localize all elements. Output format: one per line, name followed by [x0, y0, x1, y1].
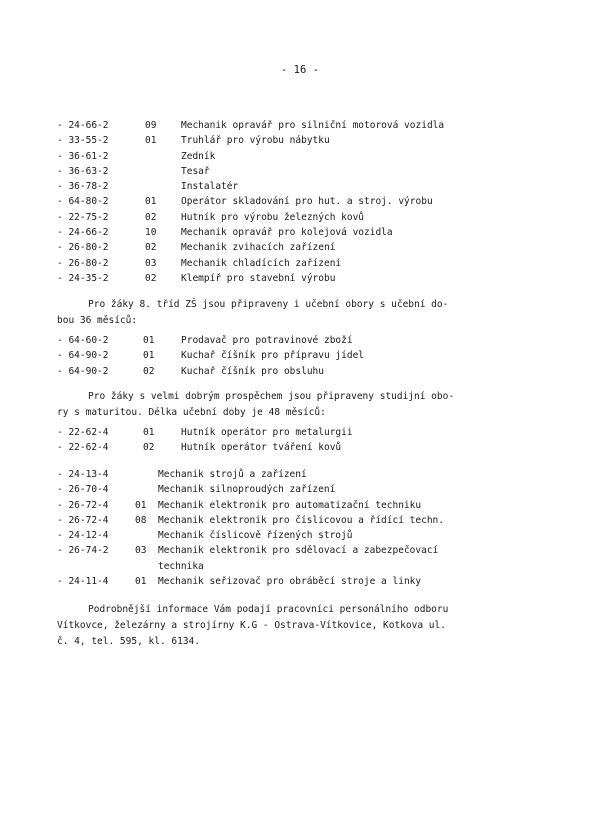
item-code: - 64-90-2	[57, 365, 109, 377]
paragraph-line: bou 36 měsíců:	[57, 315, 138, 326]
occupation-list-a	[57, 118, 557, 286]
item-description: Mechanik elektronik pro automatizační techniku	[158, 499, 422, 511]
item-code: - 26-80-2	[57, 257, 109, 269]
list-item	[57, 225, 557, 240]
list-item	[57, 440, 557, 455]
item-code: - 24-66-2	[57, 120, 109, 131]
list-item	[57, 210, 557, 225]
paragraph-line: Vítkovce, železárny a strojírny K.G - Ostrava-Vítkovice, Kotkova ul.	[57, 620, 446, 631]
list-item	[57, 574, 557, 589]
item-code: - 26-70-4	[57, 484, 109, 496]
item-description: Hutník operátor tváření kovů	[181, 442, 342, 454]
list-item	[57, 256, 557, 271]
paragraph-maturita	[57, 389, 497, 421]
item-subcode: 02	[143, 365, 155, 377]
item-description: technika	[158, 560, 204, 572]
list-item	[57, 240, 557, 255]
study-list-c	[57, 425, 557, 456]
item-code: - 36-78-2	[57, 181, 109, 193]
item-description: Instalatér	[181, 181, 239, 193]
item-subcode: 01	[143, 350, 155, 362]
list-item	[57, 348, 557, 363]
item-description: Mechanik zvihacích zařízení	[181, 242, 336, 254]
item-code: - 22-75-2	[57, 211, 109, 223]
list-item	[57, 528, 557, 543]
item-subcode: 09	[145, 120, 157, 131]
paragraph-8th-grade	[57, 297, 497, 329]
occupation-list-b	[57, 333, 557, 379]
item-code: - 26-74-2	[57, 545, 109, 557]
item-subcode: 02	[145, 242, 157, 254]
list-item	[57, 149, 557, 164]
list-item	[57, 133, 557, 148]
item-subcode: 01	[145, 135, 157, 147]
item-code: - 36-63-2	[57, 165, 109, 177]
list-item	[57, 164, 557, 179]
item-code: - 24-13-4	[57, 469, 109, 480]
list-item	[57, 467, 557, 482]
item-code: - 26-72-4	[57, 514, 109, 526]
list-item	[57, 513, 557, 528]
item-subcode: 03	[145, 257, 157, 269]
paragraph-line: ry s maturitou. Délka učební doby je 48 měsíců:	[57, 407, 326, 418]
item-code: - 64-90-2	[57, 350, 109, 362]
item-subcode: 10	[145, 227, 157, 239]
item-description: Mechanik elektronik pro číslicovou a řídící techn.	[158, 514, 444, 526]
item-subcode: 01	[143, 427, 155, 438]
item-subcode: 08	[135, 514, 147, 526]
list-item	[57, 559, 557, 574]
item-code: - 24-35-2	[57, 272, 109, 284]
item-code: - 26-80-2	[57, 242, 109, 254]
item-code: - 64-60-2	[57, 335, 109, 346]
item-description: Operátor skladování pro hut. a stroj. výrobu	[181, 196, 433, 208]
item-subcode: 02	[143, 442, 155, 454]
item-subcode: 01	[143, 335, 155, 346]
item-code: - 22-62-4	[57, 427, 109, 438]
item-description: Mechanik opravář pro kolejová vozidla	[181, 227, 393, 239]
list-item	[57, 179, 557, 194]
item-subcode: 02	[145, 211, 157, 223]
paragraph-contact	[57, 602, 497, 650]
paragraph-line: Podrobnější informace Vám podají pracovníci personálního odboru	[88, 604, 449, 615]
item-subcode: 01	[145, 196, 157, 208]
list-item	[57, 194, 557, 209]
item-code: - 24-66-2	[57, 227, 109, 239]
list-item	[57, 482, 557, 497]
paragraph-line: č. 4, tel. 595, kl. 6134.	[57, 636, 200, 647]
item-code: - 26-72-4	[57, 499, 109, 511]
item-subcode: 02	[145, 272, 157, 284]
item-description: Kuchař číšník pro obsluhu	[181, 365, 324, 377]
paragraph-line: Pro žáky 8. tříd ZŠ jsou připraveny i učební obory s učební do-	[88, 299, 449, 310]
list-item	[57, 498, 557, 513]
item-subcode: 01	[135, 499, 147, 511]
item-description: Mechanik silnoproudých zařízení	[158, 484, 336, 496]
item-subcode: 03	[135, 545, 147, 557]
item-code: - 24-12-4	[57, 530, 109, 542]
item-description: Klempíř pro stavební výrobu	[181, 272, 336, 284]
item-description: Truhlář pro výrobu nábytku	[181, 135, 330, 147]
item-code: - 22-62-4	[57, 442, 109, 454]
item-description: Zedník	[181, 150, 216, 162]
item-description: Mechanik elektronik pro sdělovací a zabezpečovací	[158, 545, 439, 557]
list-item	[57, 333, 557, 348]
item-description: Mechanik strojů a zařízení	[158, 469, 307, 480]
item-description: Mechanik číslicově řízených strojů	[158, 530, 353, 542]
list-item	[57, 543, 557, 558]
item-code: - 64-80-2	[57, 196, 109, 208]
item-description: Hutník pro výrobu železných kovů	[181, 211, 365, 223]
item-subcode: 01	[135, 576, 147, 588]
item-description: Mechanik seřizovač pro obráběcí stroje a linky	[158, 576, 422, 588]
item-code: - 24-11-4	[57, 576, 109, 588]
item-code: - 33-55-2	[57, 135, 109, 147]
item-description: Mechanik opravář pro silniční motorová vozidla	[181, 120, 445, 131]
item-code: - 36-61-2	[57, 150, 109, 162]
item-description: Prodavač pro potravinové zboží	[181, 335, 353, 346]
item-description: Hutník operátor pro metalurgii	[181, 427, 353, 438]
list-item	[57, 271, 557, 286]
list-item	[57, 364, 557, 379]
item-description: Tesař	[181, 165, 210, 177]
study-list-d	[57, 467, 557, 589]
item-description: Kuchař číšník pro přípravu jídel	[181, 350, 365, 362]
page-number: - 16 -	[281, 64, 319, 76]
list-item	[57, 425, 557, 440]
item-description: Mechanik chladících zařízení	[181, 257, 342, 269]
paragraph-line: Pro žáky s velmi dobrým prospěchem jsou připraveny studijní obo-	[88, 391, 455, 402]
list-item	[57, 118, 557, 133]
